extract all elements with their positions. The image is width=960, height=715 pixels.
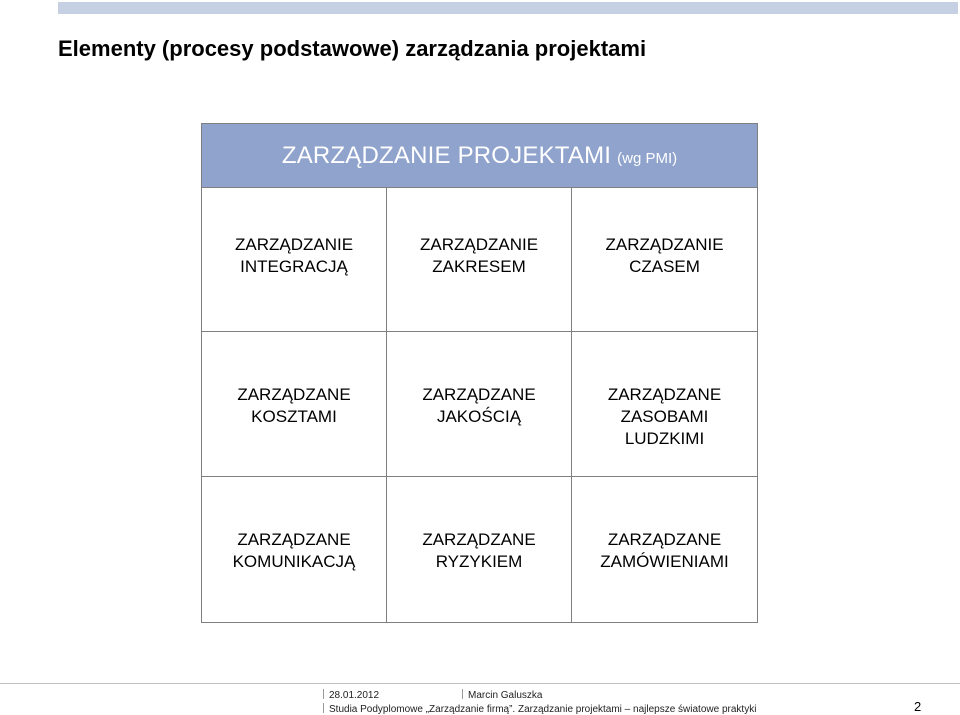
cell-human-resources: ZARZĄDZANE ZASOBAMI LUDZKIMI — [572, 332, 757, 477]
pmi-knowledge-areas-table — [201, 123, 758, 623]
cell-procurement: ZARZĄDZANE ZAMÓWIENIAMI — [600, 530, 729, 571]
table-header — [202, 124, 757, 188]
cell-integration: ZARZĄDZANIE INTEGRACJĄ — [202, 188, 387, 332]
footer-author: Marcin Galuszka — [462, 689, 542, 701]
footer-date: 28.01.2012 — [323, 689, 379, 701]
cell-risk: ZARZĄDZANE RYZYKIEM — [387, 477, 572, 622]
cell-communication: ZARZĄDZANE KOMUNIKACJĄ — [202, 477, 387, 622]
cell-time: ZARZĄDZANIE CZASEM — [572, 188, 757, 332]
page-number: 2 — [914, 699, 922, 714]
slide-title: Elementy (procesy podstawowe) zarządzania projektami — [58, 36, 647, 61]
header-main-text: ZARZĄDZANIE PROJEKTAMI — [281, 141, 612, 169]
top-accent-bar — [58, 2, 958, 14]
cell-scope: ZARZĄDZANIE ZAKRESEM — [387, 188, 572, 332]
cell-costs: ZARZĄDZANE KOSZTAMI — [202, 332, 387, 477]
footer-course: Studia Podyplomowe „Zarządzanie firmą”. Zarządzanie projektami – najlepsze światowe praktyki — [323, 703, 756, 715]
header-sub-text: (wg PMI) — [617, 150, 678, 167]
cell-quality: ZARZĄDZANE JAKOŚCIĄ — [387, 332, 572, 477]
footer-divider — [0, 683, 960, 684]
